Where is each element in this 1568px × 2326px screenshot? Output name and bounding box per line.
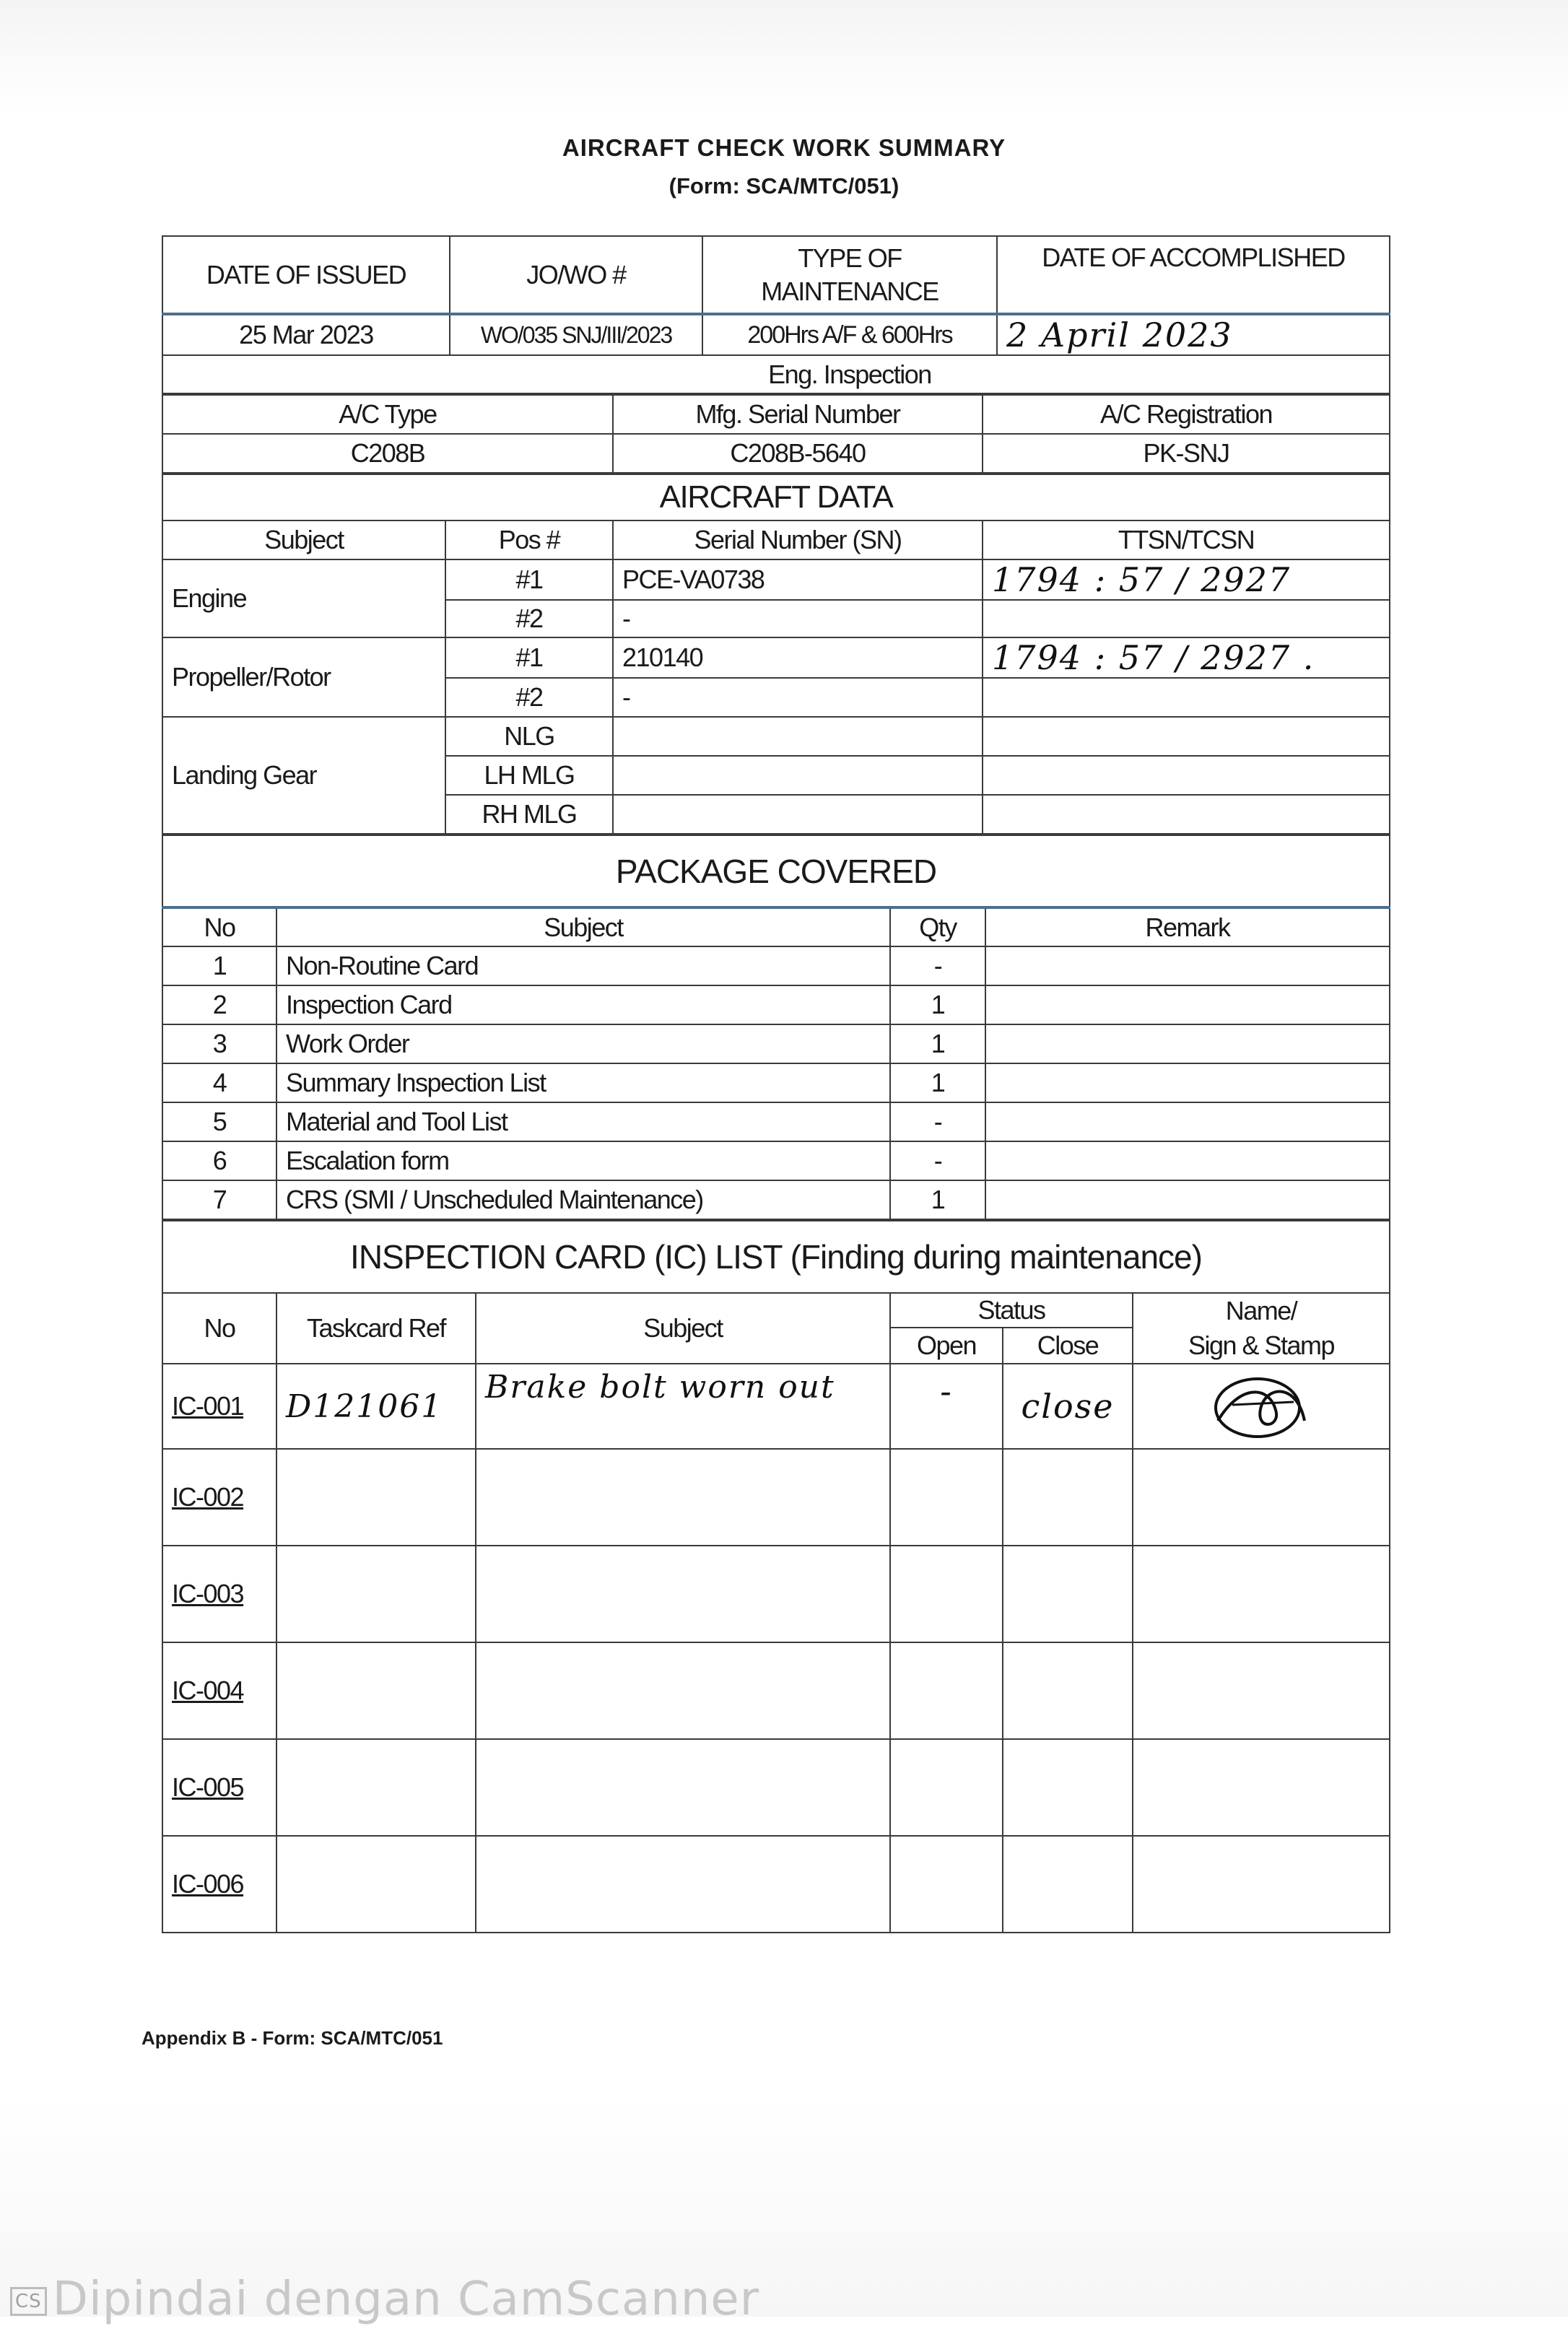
engine-pos-1: #1 xyxy=(445,559,613,600)
engine-pos-2: #2 xyxy=(445,600,613,637)
ic-number: IC-003 xyxy=(172,1579,244,1608)
ic-taskcard: D121061 xyxy=(276,1364,476,1449)
pkg-qty: - xyxy=(890,1102,985,1141)
maint-type-value: 200Hrs A/F & 600Hrs xyxy=(702,314,997,355)
gear-rh-sn xyxy=(613,795,983,834)
date-issued-label: DATE OF ISSUED xyxy=(162,236,450,314)
ic-col-sign-stamp: Sign & Stamp xyxy=(1188,1330,1335,1360)
aircraft-data-heading: AIRCRAFT DATA xyxy=(162,474,1390,520)
pkg-col-no: No xyxy=(162,907,276,946)
date-accomplished-label: DATE OF ACCOMPLISHED xyxy=(997,236,1390,314)
table-row xyxy=(162,1102,1390,1141)
table-row xyxy=(162,1063,1390,1102)
ic-subject: Brake bolt worn out xyxy=(476,1364,890,1449)
signature-icon xyxy=(1189,1370,1333,1442)
pkg-subject: Summary Inspection List xyxy=(276,1063,890,1102)
pkg-remark xyxy=(985,1024,1390,1063)
ac-reg-label: A/C Registration xyxy=(983,395,1390,434)
ac-reg-value: PK-SNJ xyxy=(983,434,1390,473)
pkg-subject: Work Order xyxy=(276,1024,890,1063)
prop-sn-1: 210140 xyxy=(613,637,983,678)
gear-rh-ttsn xyxy=(983,795,1390,834)
jo-wo-value: WO/035 SNJ/III/2023 xyxy=(450,314,702,355)
pkg-col-qty: Qty xyxy=(890,907,985,946)
pkg-qty: 1 xyxy=(890,1024,985,1063)
pkg-no: 5 xyxy=(162,1102,276,1141)
date-accomplished-value: 2 April 2023 xyxy=(997,314,1390,355)
pkg-qty: 1 xyxy=(890,985,985,1024)
ic-col-status: Status xyxy=(890,1293,1133,1328)
table-row xyxy=(162,1836,1390,1933)
landing-gear-label: Landing Gear xyxy=(162,717,445,834)
pkg-qty: 1 xyxy=(890,1063,985,1102)
scanner-watermark xyxy=(10,2273,759,2326)
pkg-remark xyxy=(985,985,1390,1024)
document-title: AIRCRAFT CHECK WORK SUMMARY xyxy=(562,134,1006,161)
ic-col-taskcard: Taskcard Ref xyxy=(276,1293,476,1364)
ac-type-label: A/C Type xyxy=(162,395,613,434)
work-summary-form xyxy=(162,235,1389,1933)
jo-wo-label: JO/WO # xyxy=(450,236,702,314)
ic-number: IC-006 xyxy=(172,1869,244,1899)
engine-label: Engine xyxy=(162,559,445,637)
prop-ttsn-1: 1794 : 57 / 2927 . xyxy=(983,637,1390,678)
table-row xyxy=(162,1449,1390,1546)
date-issued-value: 25 Mar 2023 xyxy=(162,314,450,355)
ac-type-value: C208B xyxy=(162,434,613,473)
ic-col-no: No xyxy=(162,1293,276,1364)
gear-nlg: NLG xyxy=(445,717,613,756)
gear-lh-ttsn xyxy=(983,756,1390,795)
engine-ttsn-2 xyxy=(983,600,1390,637)
ic-signature-cell xyxy=(1133,1364,1390,1449)
pkg-no: 1 xyxy=(162,946,276,985)
gear-lh-mlg: LH MLG xyxy=(445,756,613,795)
ic-col-open: Open xyxy=(890,1328,1003,1364)
pkg-col-subject: Subject xyxy=(276,907,890,946)
ic-col-close: Close xyxy=(1003,1328,1133,1364)
form-number: (Form: SCA/MTC/051) xyxy=(668,173,900,199)
gear-nlg-sn xyxy=(613,717,983,756)
propeller-label: Propeller/Rotor xyxy=(162,637,445,717)
table-row xyxy=(162,1180,1390,1219)
aircraft-data-table xyxy=(162,474,1390,835)
gear-nlg-ttsn xyxy=(983,717,1390,756)
pkg-subject: Escalation form xyxy=(276,1141,890,1180)
table-row xyxy=(162,1024,1390,1063)
ic-list-table xyxy=(162,1220,1390,1933)
pkg-no: 3 xyxy=(162,1024,276,1063)
mfg-serial-label: Mfg. Serial Number xyxy=(613,395,983,434)
pkg-col-remark: Remark xyxy=(985,907,1390,946)
pkg-no: 6 xyxy=(162,1141,276,1180)
general-info-table xyxy=(162,235,1390,356)
ic-col-name: Name/ xyxy=(1225,1296,1297,1325)
engine-sn-2: - xyxy=(613,600,983,637)
table-row xyxy=(162,1141,1390,1180)
table-row xyxy=(162,985,1390,1024)
maint-type-line2: Eng. Inspection xyxy=(702,356,997,393)
ad-col-subject: Subject xyxy=(162,520,445,559)
prop-ttsn-2 xyxy=(983,678,1390,717)
ic-number: IC-005 xyxy=(172,1772,244,1802)
ad-col-ttsn: TTSN/TCSN xyxy=(983,520,1390,559)
pkg-qty: 1 xyxy=(890,1180,985,1219)
prop-pos-2: #2 xyxy=(445,678,613,717)
appendix-note: Appendix B - Form: SCA/MTC/051 xyxy=(141,2027,443,2049)
ic-number: IC-001 xyxy=(172,1391,244,1421)
pkg-remark xyxy=(985,1180,1390,1219)
pkg-subject: Inspection Card xyxy=(276,985,890,1024)
pkg-subject: Non-Routine Card xyxy=(276,946,890,985)
ic-close: close xyxy=(1003,1364,1133,1449)
pkg-remark xyxy=(985,946,1390,985)
prop-sn-2: - xyxy=(613,678,983,717)
package-covered-table xyxy=(162,835,1390,1220)
pkg-qty: - xyxy=(890,946,985,985)
ic-number: IC-004 xyxy=(172,1676,244,1705)
ic-list-heading: INSPECTION CARD (IC) LIST (Finding during maintenance) xyxy=(162,1221,1390,1293)
maint-type-row xyxy=(162,356,1390,394)
pkg-remark xyxy=(985,1102,1390,1141)
maint-type-label: TYPE OF MAINTENANCE xyxy=(702,236,997,314)
pkg-subject: CRS (SMI / Unscheduled Maintenance) xyxy=(276,1180,890,1219)
pkg-no: 4 xyxy=(162,1063,276,1102)
camscanner-icon: CS xyxy=(10,2287,47,2316)
engine-sn-1: PCE-VA0738 xyxy=(613,559,983,600)
package-heading: PACKAGE COVERED xyxy=(162,835,1390,907)
ic-col-subject: Subject xyxy=(476,1293,890,1364)
table-row xyxy=(162,1546,1390,1642)
ic-number: IC-002 xyxy=(172,1482,244,1512)
table-row xyxy=(162,946,1390,985)
gear-lh-sn xyxy=(613,756,983,795)
ad-col-sn: Serial Number (SN) xyxy=(613,520,983,559)
gear-rh-mlg: RH MLG xyxy=(445,795,613,834)
pkg-no: 7 xyxy=(162,1180,276,1219)
scanner-text: Dipindai dengan CamScanner xyxy=(52,2273,760,2326)
ic-col-name-sign xyxy=(1133,1293,1390,1364)
table-row xyxy=(162,1642,1390,1739)
mfg-serial-value: C208B-5640 xyxy=(613,434,983,473)
aircraft-ident-table xyxy=(162,394,1390,474)
ad-col-pos: Pos # xyxy=(445,520,613,559)
table-row xyxy=(162,1739,1390,1836)
pkg-remark xyxy=(985,1063,1390,1102)
prop-pos-1: #1 xyxy=(445,637,613,678)
engine-ttsn-1: 1794 : 57 / 2927 xyxy=(983,559,1390,600)
pkg-no: 2 xyxy=(162,985,276,1024)
pkg-remark xyxy=(985,1141,1390,1180)
table-row xyxy=(162,1364,1390,1449)
ic-open: - xyxy=(890,1364,1003,1449)
pkg-qty: - xyxy=(890,1141,985,1180)
pkg-subject: Material and Tool List xyxy=(276,1102,890,1141)
